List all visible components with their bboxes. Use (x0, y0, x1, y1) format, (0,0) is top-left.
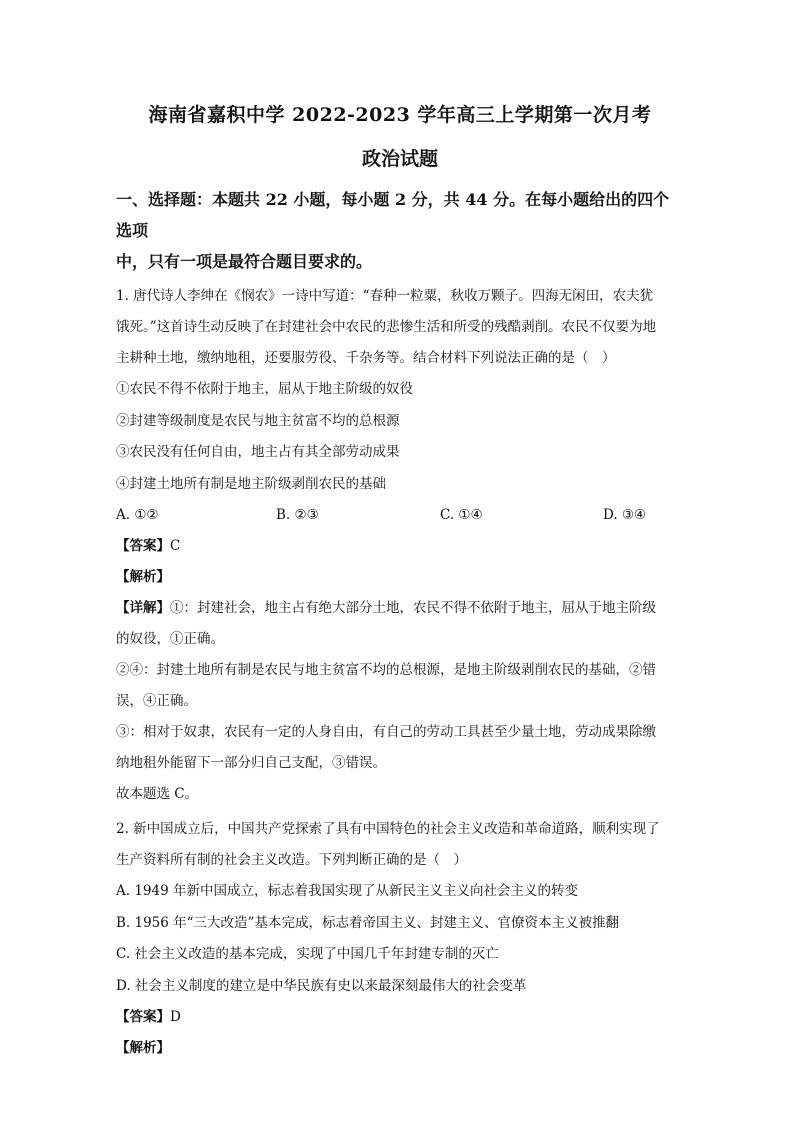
q1-choices (116, 500, 684, 531)
q1-detail-line-4: 误，④正确。 (116, 693, 197, 709)
q2-stem-line-1: 2. 新中国成立后，中国共产党探索了具有中国特色的社会主义改造和革命道路，顺利实现了 (116, 821, 660, 837)
q1-statement-2: ②封建等级制度是农民与地主贫富不均的总根源 (116, 412, 400, 429)
q1-detail-line-1: 【详解】①：封建社会，地主占有绝大部分土地，农民不得不依附于地主，屈从于地主阶级 (116, 600, 656, 616)
q1-answer-value: C (170, 538, 181, 554)
q1-detail-line-7: 故本题选 C。 (116, 786, 199, 802)
q2-option-d: D. 社会主义制度的建立是中华民族有史以来最深刻最伟大的社会变革 (116, 977, 527, 994)
q2-stem-line-2: 生产资料所有制的社会主义改造。下列判断正确的是（ ） (116, 852, 467, 868)
q1-choice-b: B. ②③ (276, 507, 319, 523)
section-heading (116, 184, 684, 277)
q1-choice-a: A. ①② (116, 507, 159, 523)
q1-statement-1: ①农民不得不依附于地主，屈从于地主阶级的奴役 (116, 381, 413, 397)
q1-statement-4: ④封建土地所有制是地主阶级剥削农民的基础 (116, 475, 386, 492)
q2-option-b: B. 1956 年“三大改造”基本完成，标志着帝国主义、封建主义、官僚资本主义被推翻 (116, 914, 619, 931)
q1-stem-line-1: 1. 唐代诗人李绅在《悯农》一诗中写道：“春种一粒粟，秋收万颗子。四海无闲田，农夫犹 (116, 288, 654, 304)
section-heading-line-1: 一、选择题：本题共 22 小题，每小题 2 分，共 44 分。在每小题给出的四个选项 (116, 190, 670, 240)
question-2 (116, 814, 684, 1064)
q1-choice-c: C. ①④ (440, 507, 483, 523)
q1-choice-d: D. ③④ (603, 507, 647, 523)
q1-stem-line-2: 饿死。”这首诗生动反映了在封建社会中农民的悲惨生活和所受的残酷剥削。农民不仅要为地 (116, 319, 657, 335)
q1-analysis-label: 【解析】 (116, 569, 170, 585)
q1-detail-line-2: 的奴役，①正确。 (116, 631, 224, 647)
q2-option-c: C. 社会主义改造的基本完成，实现了中国几千年封建专制的灭亡 (116, 946, 499, 962)
page-subtitle: 政治试题 (361, 148, 438, 170)
q2-answer-label: 【答案】 (116, 1009, 170, 1025)
question-1 (116, 281, 684, 810)
q1-detail-line-5: ③：相对于奴隶，农民有一定的人身自由，有自己的劳动工具甚至少量土地，劳动成果除缴 (116, 724, 656, 740)
q1-statement-3: ③农民没有任何自由，地主占有其全部劳动成果 (116, 444, 400, 460)
q2-analysis-label: 【解析】 (116, 1040, 170, 1056)
page-title: 海南省嘉积中学 2022-2023 学年高三上学期第一次月考 (148, 104, 652, 126)
q2-option-a: A. 1949 年新中国成立，标志着我国实现了从新民主义主义向社会主义的转变 (116, 883, 578, 899)
q1-detail-label: 【详解】 (116, 600, 170, 616)
q1-answer (116, 531, 684, 562)
section-heading-line-2: 中，只有一项是最符合题目要求的。 (116, 252, 373, 271)
q2-answer-value: D (170, 1009, 181, 1025)
q1-detail-line-6: 纳地租外能留下一部分归自己支配，③错误。 (116, 755, 386, 771)
q1-stem-line-3: 主耕种土地，缴纳地租，还要服劳役、千杂务等。结合材料下列说法正确的是（ ） (116, 350, 616, 366)
q1-answer-label: 【答案】 (116, 538, 170, 554)
q2-answer (116, 1002, 684, 1033)
q1-detail-line-3: ②④：封建土地所有制是农民与地主贫富不均的总根源，是地主阶级剥削农民的基础，②错 (116, 662, 656, 678)
